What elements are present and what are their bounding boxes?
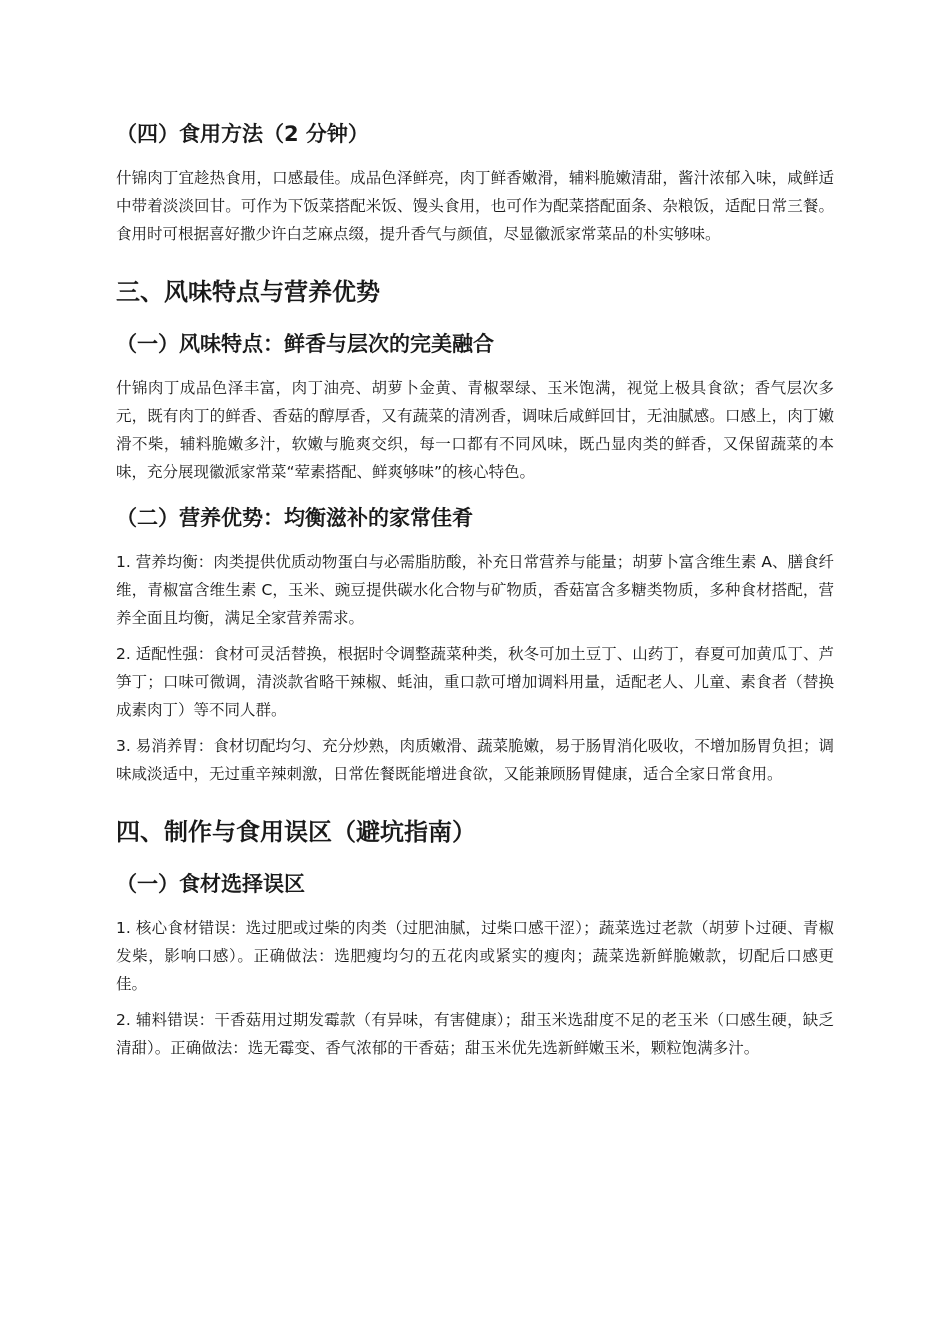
paragraph-eating-method: 什锦肉丁宜趁热食用，口感最佳。成品色泽鲜亮，肉丁鲜香嫩滑，辅料脆嫩清甜，酱汁浓郁入味，咸鲜适中带着淡淡回甘。可作为下饭菜搭配米饭、馒头食用，也可作为配菜搭配面条、杂粮饭，适配日常三餐。食用时可根据喜好撒少许白芝麻点缀，提升香气与颜值，尽显徽派家常菜品的朴实够味。 (116, 169, 834, 243)
section-heading-eating-method: （四）食用方法（2 分钟） (116, 122, 369, 146)
list-item-nutrition-1: 1. 营养均衡：肉类提供优质动物蛋白与必需脂肪酸，补充日常营养与能量；胡萝卜富含维生素 A、膳食纤维，青椒富含维生素 C，玉米、豌豆提供碳水化合物与矿物质，香菇富含多糖类物质，多种食材搭配，营养全面且均衡，满足全家营养需求。 (116, 553, 834, 627)
paragraph-flavor: 什锦肉丁成品色泽丰富，肉丁油亮、胡萝卜金黄、青椒翠绿、玉米饱满，视觉上极具食欲；香气层次多元，既有肉丁的鲜香、香菇的醇厚香，又有蔬菜的清冽香，调味后咸鲜回甘，无油腻感。口感上，肉丁嫩滑不柴，辅料脆嫩多汁，软嫩与脆爽交织，每一口都有不同风味，既凸显肉类的鲜香，又保留蔬菜的本味，充分展现徽派家常菜“荤素搭配、鲜爽够味”的核心特色。 (116, 379, 834, 481)
subsection-heading-nutrition: （二）营养优势：均衡滋补的家常佳肴 (116, 506, 473, 530)
list-item-nutrition-3: 3. 易消养胃：食材切配均匀、充分炒熟，肉质嫩滑、蔬菜脆嫩，易于肠胃消化吸收，不增加肠胃负担；调味咸淡适中，无过重辛辣刺激，日常佐餐既能增进食欲，又能兼顾肠胃健康，适合全家日常食用。 (116, 737, 834, 783)
subsection-heading-ingredient-pitfalls: （一）食材选择误区 (116, 872, 305, 896)
list-item-pitfall-1: 1. 核心食材错误：选过肥或过柴的肉类（过肥油腻，过柴口感干涩）；蔬菜选过老款（胡萝卜过硬、青椒发柴，影响口感）。正确做法：选肥瘦均匀的五花肉或紧实的瘦肉；蔬菜选新鲜脆嫩款，切配后口感更佳。 (116, 919, 834, 993)
section-heading-flavor-nutrition: 三、风味特点与营养优势 (116, 278, 380, 306)
list-item-pitfall-2: 2. 辅料错误：干香菇用过期发霉款（有异味，有害健康）；甜玉米选甜度不足的老玉米（口感生硬，缺乏清甜）。正确做法：选无霉变、香气浓郁的干香菇；甜玉米优先选新鲜嫩玉米，颗粒饱满多汁。 (116, 1011, 834, 1057)
section-heading-pitfalls: 四、制作与食用误区（避坑指南） (116, 818, 476, 846)
list-item-nutrition-2: 2. 适配性强：食材可灵活替换，根据时令调整蔬菜种类，秋冬可加土豆丁、山药丁，春夏可加黄瓜丁、芦笋丁；口味可微调，清淡款省略干辣椒、蚝油，重口款可增加调料用量，适配老人、儿童、素食者（替换成素肉丁）等不同人群。 (116, 645, 834, 719)
subsection-heading-flavor: （一）风味特点：鲜香与层次的完美融合 (116, 332, 494, 356)
